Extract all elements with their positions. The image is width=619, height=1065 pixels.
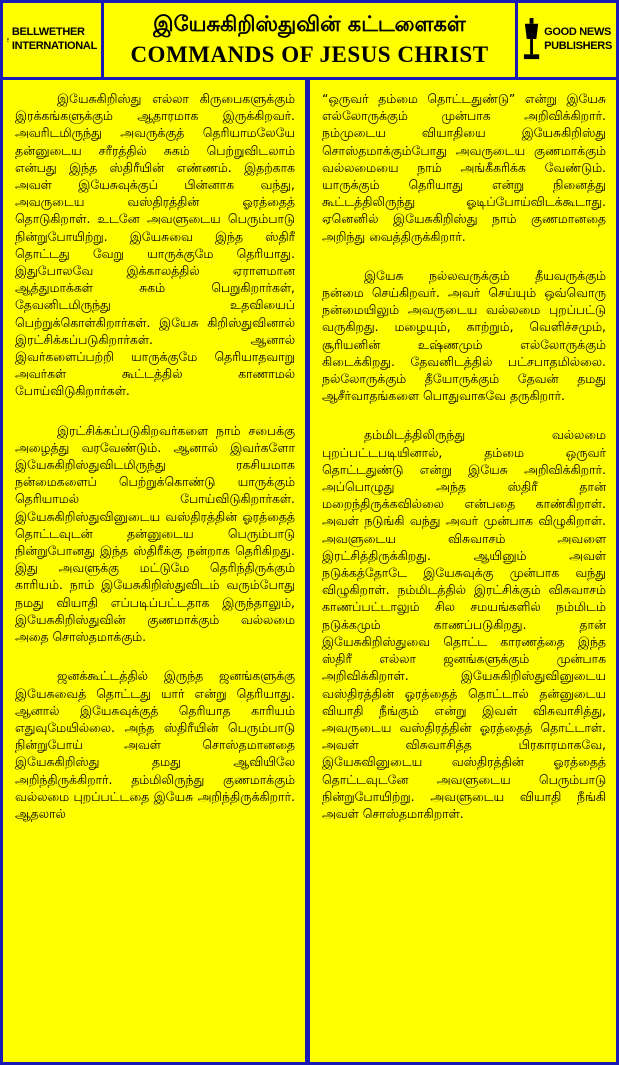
page-title-tamil: இயேசுகிறிஸ்துவின் கட்டளைகள் — [153, 12, 466, 37]
header — [3, 3, 616, 77]
right-logo-line2: PUBLISHERS — [544, 40, 612, 52]
left-logo-line1: BELLWETHER — [11, 26, 85, 39]
paragraph: ஜனக்கூட்டத்தில் இருந்த ஜனங்களுக்கு இயேசுவைத் தொட்டது யார் என்று தெரியாது. ஆனால் இயேசுவுக்குத் தெரியாத காரியம் எதுவுமேயில்லை. அந்த ஸ்திரீயின் பெரும்பாடு நின்றுபோய் அவள் சொஸ்தமானதை இயேசுகிறிஸ்து தமது ஆவியிலே அறிந்திருக்கிறார். தம்மிலிருந்து குணமாக்கும் வல்லமை புறப்பட்டதை இயேசு அறிந்திருக்கிறார். ஆதலால் — [15, 668, 295, 821]
paragraph: “ஒருவர் தம்மை தொட்டதுண்டு” என்று இயேசு எல்லோருக்கும் முன்பாக அறிவிக்கிறார். நம்முடைய வியாதியை இயேசுகிறிஸ்து சொஸ்தமாக்கும்போது அவருடைய குணமாக்கும் வல்லமையை நாம் அங்கீகரிக்க வேண்டும். யாருக்கும் தெரியாது என்று நினைத்து கூட்டத்திலிருந்து ஓடிப்போய்விடக்கூடாது. ஏனெனில் இயேசுகிறிஸ்து நாம் குணமானதை அறிந்து வைத்திருக்கிறார். — [322, 91, 606, 244]
left-logo-line2: INTERNATIONAL — [11, 40, 97, 52]
lamp-icon — [522, 17, 541, 63]
right-logo-line1: GOOD NEWS — [544, 26, 612, 39]
paragraph: இயேசு நல்லவருக்கும் தீயவருக்கும் நன்மை செய்கிறவர். அவர் செய்யும் ஒவ்வொரு நன்மையிலும் அவருடைய வல்லமை புறப்பட்டு வருகிறது. மழையும், காற்றும், வெளிச்சமும், சூரியனின் உஷ்ணமும் எல்லோருக்கும் கிடைக்கிறது. தேவனிடத்தில் பட்சபாதமில்லை. நல்லோருக்கும் தீயோருக்கும் தேவன் தமது ஆசீர்வாதங்களை பொதுவாகவே தருகிறார். — [322, 267, 606, 404]
title-box — [104, 3, 515, 77]
good-news-logo — [518, 3, 616, 77]
lamp-icon — [7, 17, 9, 63]
right-column — [310, 80, 616, 1062]
paragraph: தம்மிடத்திலிருந்து வல்லமை புறப்பட்டபடியினால், தம்மை ஒருவர் தொட்டதுண்டு என்று இயேசு அறிவிக்கிறார். அப்பொழுது அந்த ஸ்திரீ தான் மறைந்திருக்கவில்லை என்பதை காண்கிறாள். அவள் நடுங்கி வந்து அவர் முன்பாக விழுகிறாள். அவளுடைய விசுவாசம் அவளை இரட்சித்திருக்கிறது. ஆயினும் அவள் நடுக்கத்தோடே இயேசுவுக்கு முன்பாக வந்து விழுகிறாள். நம்மிடத்தில் இரட்சிக்கும் விசுவாசம் காணப்பட்டாலும் சில சமயங்களில் நம்மிடம் நடுக்கமும் காணப்படுகிறது. தான் இயேசுகிறிஸ்துவை தொட்ட காரணத்தை இந்த ஸ்திரீ எல்லா ஜனங்களுக்கும் முன்பாக அறிவிக்கிறாள். இயேசுகிறிஸ்துவினுடைய வஸ்திரத்தின் ஓரத்தைத் தொட்டால் தன்னுடைய வியாதி நீங்கும் என்று இவள் விசுவாசித்து, அவருடைய வஸ்திரத்தின் ஓரத்தைத் தொட்டாள். அவள் விசுவாசித்த பிரகாரமாகவே, இயேசுவினுடைய வஸ்திரத்தின் ஓரத்தைத் தொட்டவுடனே அவளுடைய பெரும்பாடு நின்றுபோயிற்று. அவளுடைய வியாதி நீங்கி அவள் சொஸ்தமாகிறாள். — [322, 427, 606, 821]
left-column — [3, 80, 305, 1062]
bellwether-logo — [3, 3, 101, 77]
paragraph: இரட்சிக்கப்படுகிறவர்களை நாம் சபைக்கு அழைத்து வரவேண்டும். ஆனால் இவர்களோ இயேசுகிறிஸ்துவிடமிருந்து ரகசியமாக நன்மைகளைப் பெற்றுக்கொண்டு யாருக்கும் தெரியாமல் போய்விடுகிறார்கள். இயேசுகிறிஸ்துவினுடைய வஸ்திரத்தின் ஓரத்தைத் தொட்டவுடன் தன்னுடைய பெரும்பாடு நின்றுபோனது இந்த ஸ்திரீக்கு நன்றாக தெரிகிறது. இது அவளுக்கு மட்டுமே தெரிந்திருக்கும் காரியம். நாம் இயேசுகிறிஸ்துவிடம் வரும்போது நமது வியாதி எப்படிப்பட்டதாக இருந்தாலும், இயேசுகிறிஸ்துவின் குணமாக்கும் வல்லமை அதை சொஸ்தமாக்கும். — [15, 422, 295, 645]
page-title-english: COMMANDS OF JESUS CHRIST — [130, 41, 489, 67]
paragraph: இயேசுகிறிஸ்து எல்லா கிருபைகளுக்கும் இரக்கங்களுக்கும் ஆதாரமாக இருக்கிறவர். அவரிடமிருந்து அவருக்குத் தெரியாமலேயே தன்னுடைய சரீரத்தில் சுகம் பெற்றுவிடலாம் என்பது இந்த ஸ்திரீயின் எண்ணம். இதற்காக அவள் இயேசுவுக்குப் பின்னாக வந்து, அவருடைய வஸ்திரத்தின் ஓரத்தைத் தொடுகிறாள். உடனே அவளுடைய பெரும்பாடு நின்றுபோயிற்று. இயேசுவை இந்த ஸ்திரீ தொட்டது வேறு யாருக்குமே தெரியாது. இதுபோலவே இக்காலத்தில் ஏராளமான ஆத்துமாக்கள் சுகம் பெறுகிறார்கள், தேவனிடமிருந்து உதவியைப் பெற்றுக்கொள்கிறார்கள். இயேசு கிறிஸ்துவினால் இரட்சிக்கப்படுகிறார்கள். ஆனால் இவர்களைப்பற்றி யாருக்குமே தெரியாதவாறு அவர்கள் கூட்டத்தில் காணாமல் போய்விடுகிறார்கள். — [15, 91, 295, 399]
